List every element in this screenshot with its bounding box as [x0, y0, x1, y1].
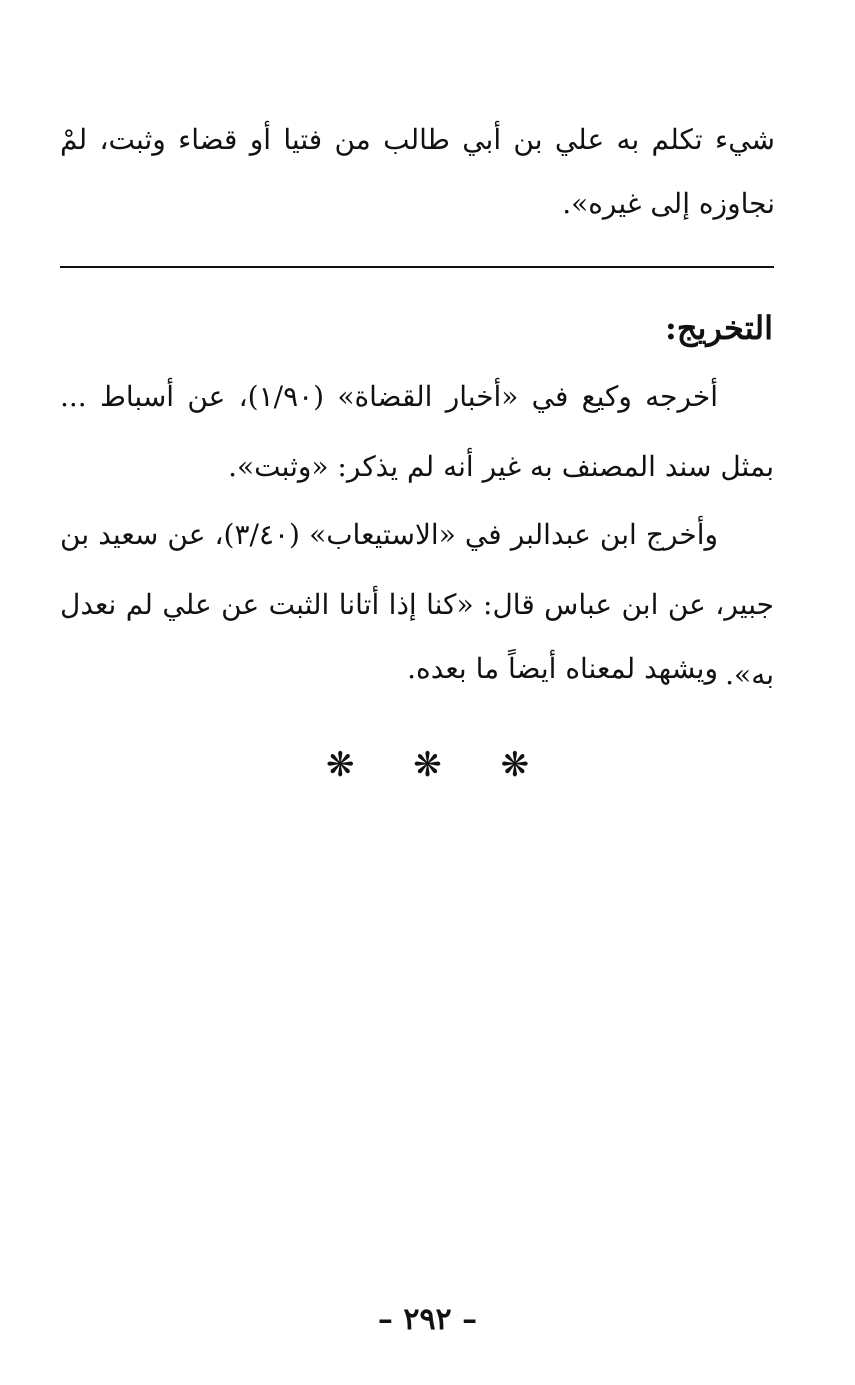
separator-star-icon: ❋ — [500, 745, 530, 785]
section-separator-stars — [0, 740, 855, 790]
takhrij-paragraph-3: ويشهد لمعناه أيضاً ما بعده. — [407, 652, 718, 685]
takhrij-heading: التخريج: — [665, 309, 773, 347]
continued-quote-text: شيء تكلم به علي بن أبي طالب من فتيا أو قضاء وثبت، لمْ نجاوزه إلى غيره». — [60, 123, 775, 220]
separator-star-icon: ❋ — [413, 745, 442, 785]
footnote-divider-line — [60, 266, 774, 268]
page-number: – ٢٩٢ – — [377, 1302, 478, 1337]
takhrij-paragraph-2: وأخرج ابن عبدالبر في «الاستيعاب» (٣/٤٠)، عن سعيد بن جبير، عن ابن عباس قال: «كنا إذا أتانا الثبت عن علي لم نعدل به». — [60, 518, 774, 691]
separator-star-icon: ❋ — [325, 745, 355, 785]
takhrij-paragraph-1: أخرجه وكيع في «أخبار القضاة» (١/٩٠)، عن أسباط ... بمثل سند المصنف به غير أنه لم يذكر: «وثبت». — [60, 380, 774, 483]
